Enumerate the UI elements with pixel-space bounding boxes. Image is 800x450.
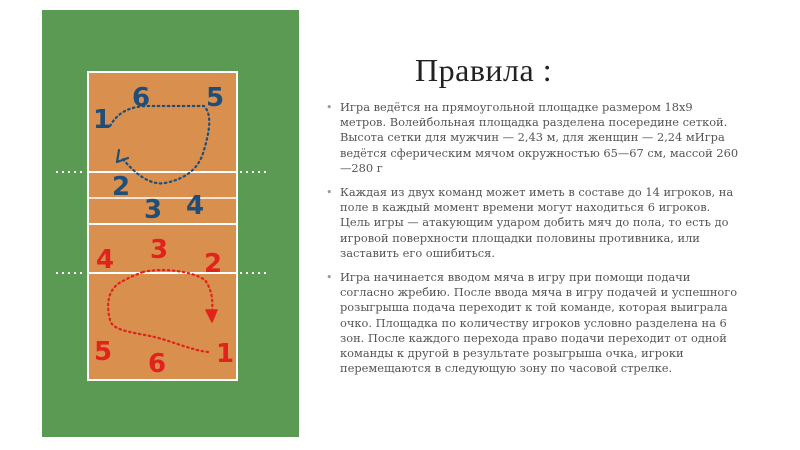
top-zone-1: 1 <box>93 105 112 135</box>
bottom-zone-3: 3 <box>150 235 169 265</box>
bottom-zone-4: 4 <box>96 245 115 275</box>
rules-list <box>322 100 742 385</box>
top-zone-5: 5 <box>206 83 225 113</box>
rules-item-teams: • Каждая из двух команд может иметь в составе до 14 игроков, на поле в каждый момент времени могут находиться 6 игроков. Цель игры — атакующим ударом добить мяч до пола, то есть до игровой поверхности площадки половины противника, или заставить его ошибиться. <box>322 185 742 261</box>
bottom-zone-2: 2 <box>204 249 223 279</box>
top-zone-2: 2 <box>112 172 131 202</box>
rules-item-court-and-ball: • Игра ведётся на прямоугольной площадке размером 18х9 метров. Волейбольная площадка разделена посередине сеткой. Высота сетки для мужчин — 2,43 м, для женщин — 2,24 мИгра ведётся сферическим мячом окружностью 65—67 см, массой 260—280 г <box>322 100 742 176</box>
rules-item-serve-rotation: • Игра начинается вводом мяча в игру при помощи подачи согласно жребию. После ввода мяча в игру подачей и успешного розыгрыша подача переходит к той команде, которая выиграла очко. Площадка по количеству игроков условно разделена на 6 зон. После каждого перехода право подачи переходит от одной команды к другой в результате розыгрыша очка, игроки перемещаются в следующую зону по часовой стрелке. <box>322 270 742 376</box>
top-zone-6: 6 <box>132 83 151 113</box>
bottom-zone-1: 1 <box>216 339 235 369</box>
top-zone-3: 3 <box>144 195 163 225</box>
top-zone-4: 4 <box>186 191 205 221</box>
slide-title: Правила : <box>415 52 553 88</box>
bottom-zone-5: 5 <box>94 337 113 367</box>
bottom-zone-6: 6 <box>148 349 167 379</box>
